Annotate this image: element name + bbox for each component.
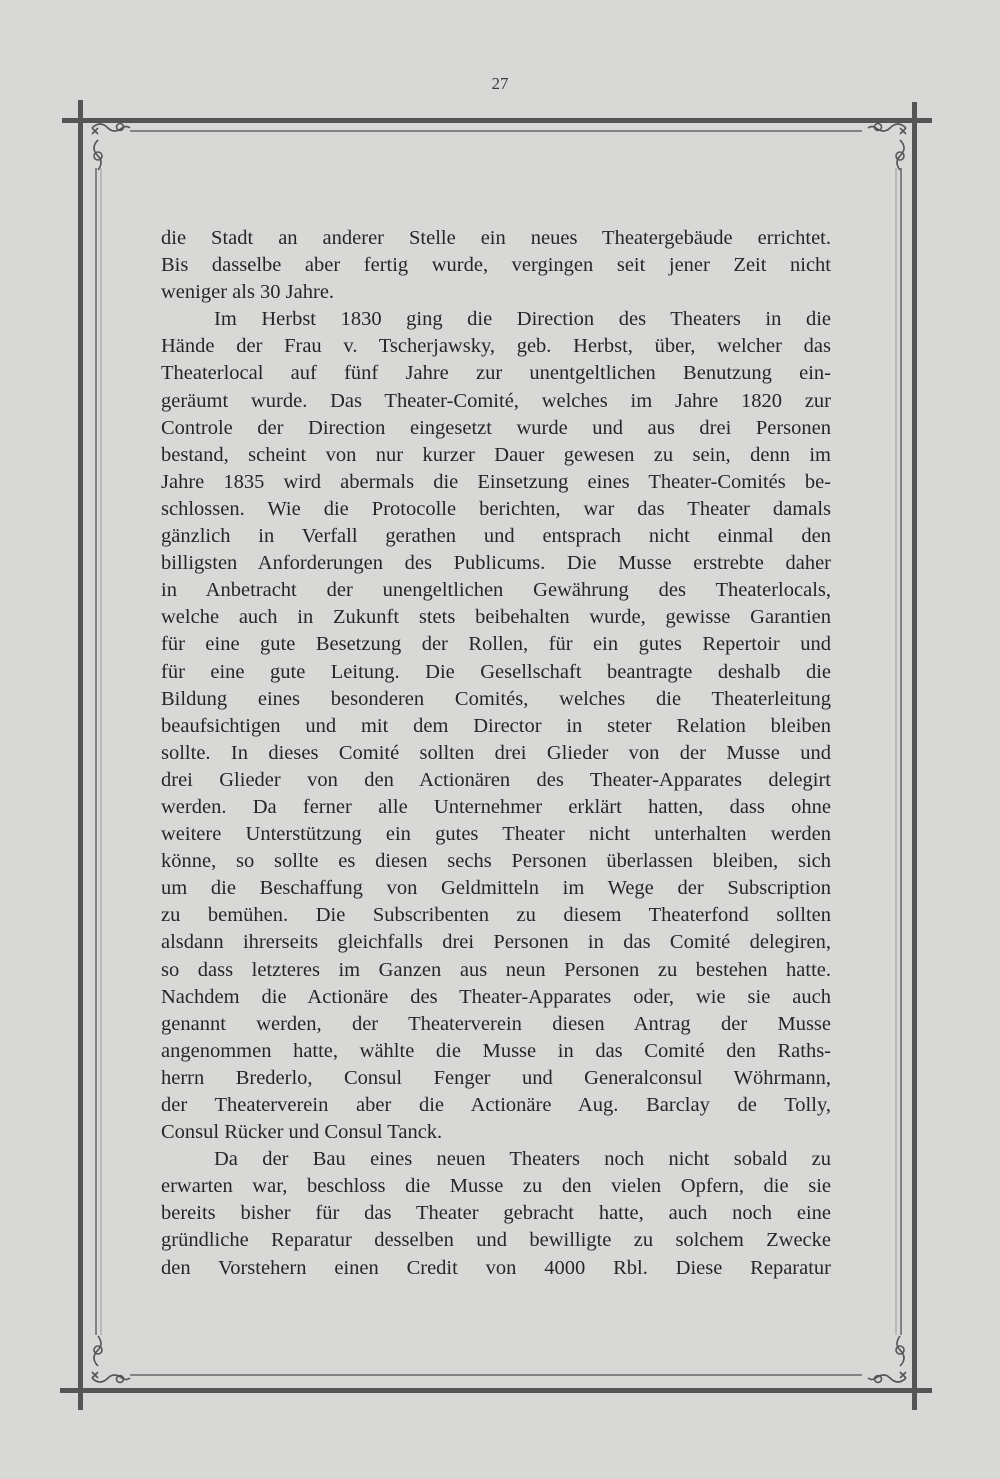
corner-ornament-bottom-left [92, 1336, 130, 1383]
text-line: genannt werden, der Theaterverein diesen Antrag der Musse [161, 1012, 831, 1035]
text-line: der Theaterverein aber die Actionäre Aug. Barclay de Tolly, [161, 1094, 831, 1116]
text-line: werden. Da ferner alle Unternehmer erklärt hatten, dass ohne [161, 795, 831, 818]
left-thick-rule [78, 100, 83, 1410]
text-line: Nachdem die Actionäre des Theater-Apparates oder, wie sie auch [161, 985, 831, 1008]
text-line: Im Herbst 1830 ging die Direction des Theaters in die [214, 308, 831, 331]
text-line: für eine gute Besetzung der Rollen, für ein gutes Repertoir und [161, 633, 831, 656]
text-line: Theaterlocal auf fünf Jahre zur unentgeltlichen Benutzung ein- [161, 362, 831, 385]
text-line: Bis dasselbe aber fertig wurde, vergingen seit jener Zeit nicht [161, 254, 831, 277]
text-line: geräumt wurde. Das Theater-Comité, welches im Jahre 1820 zur [161, 389, 831, 412]
text-line: für eine gute Leitung. Die Gesellschaft beantragte deshalb die [161, 660, 831, 683]
text-line: um die Beschaffung von Geldmitteln im Wege der Subscription [161, 877, 831, 900]
bottom-thick-rule [60, 1388, 932, 1393]
text-line: den Vorstehern einen Credit von 4000 Rbl. Diese Reparatur [161, 1256, 831, 1279]
right-thick-rule [912, 102, 917, 1410]
text-line: zu bemühen. Die Subscribenten zu diesem Theaterfond sollten [161, 904, 831, 927]
text-line: Controle der Direction eingesetzt wurde und aus drei Personen [161, 416, 831, 439]
text-line: Hände der Frau v. Tscherjawsky, geb. Herbst, über, welcher das [161, 335, 831, 358]
paragraph [161, 306, 831, 1146]
text-line: die Stadt an anderer Stelle ein neues Theatergebäude errichtet. [161, 227, 831, 249]
text-line: Consul Rücker und Consul Tanck. [161, 1121, 443, 1144]
text-line: so dass letzteres im Ganzen aus neun Personen zu bestehen hatte. [161, 958, 831, 981]
text-line: Bildung eines besonderen Comités, welches die Theaterleitung [161, 687, 831, 710]
text-line: in Anbetracht der unengeltlichen Gewährung des Theaterlocals, [161, 579, 831, 602]
corner-ornament-top-left [92, 124, 130, 171]
corner-ornament-bottom-right [868, 1336, 906, 1383]
text-line: könne, so sollte es diesen sechs Personen überlassen bleiben, sich [161, 850, 831, 873]
text-line: beaufsichtigen und mit dem Director in steter Relation bleiben [161, 714, 831, 737]
paragraph [161, 225, 831, 306]
text-line: schlossen. Wie die Protocolle berichten, war das Theater damals [161, 497, 831, 520]
text-line: erwarten war, beschloss die Musse zu den vielen Opfern, die sie [161, 1175, 831, 1198]
paragraph [161, 1146, 831, 1281]
text-line: gründliche Reparatur desselben und bewilligte zu solchem Zwecke [161, 1229, 831, 1252]
top-thick-rule [62, 118, 932, 123]
text-line: welche auch in Zukunft stets beibehalten wurde, gewisse Garantien [161, 606, 831, 629]
page-number: 27 [491, 74, 509, 93]
text-line: Da der Bau eines neuen Theaters noch nicht sobald zu [214, 1148, 831, 1171]
text-line: angenommen hatte, wählte die Musse in das Comité den Raths- [161, 1039, 831, 1062]
text-line: drei Glieder von den Actionären des Theater-Apparates delegirt [161, 768, 831, 791]
text-line: gänzlich in Verfall gerathen und entsprach nicht einmal den [161, 525, 831, 548]
text-line: billigsten Anforderungen des Publicums. Die Musse erstrebte daher [161, 552, 831, 575]
text-line: sollte. In dieses Comité sollten drei Glieder von der Musse und [161, 741, 831, 764]
text-line: bestand, scheint von nur kurzer Dauer gewesen zu sein, denn im [161, 443, 831, 466]
text-line: weniger als 30 Jahre. [161, 281, 335, 304]
text-line: bereits bisher für das Theater gebracht hatte, auch noch eine [161, 1202, 831, 1225]
text-line: herrn Brederlo, Consul Fenger und Generalconsul Wöhrmann, [161, 1066, 831, 1089]
body-text [161, 225, 831, 1282]
text-line: Jahre 1835 wird abermals die Einsetzung eines Theater-Comités be- [161, 470, 831, 493]
text-line: weitere Unterstützung ein gutes Theater nicht unterhalten werden [161, 823, 831, 846]
corner-ornament-top-right [868, 124, 906, 171]
text-line: alsdann ihrerseits gleichfalls drei Personen in das Comité delegiren, [161, 931, 831, 954]
